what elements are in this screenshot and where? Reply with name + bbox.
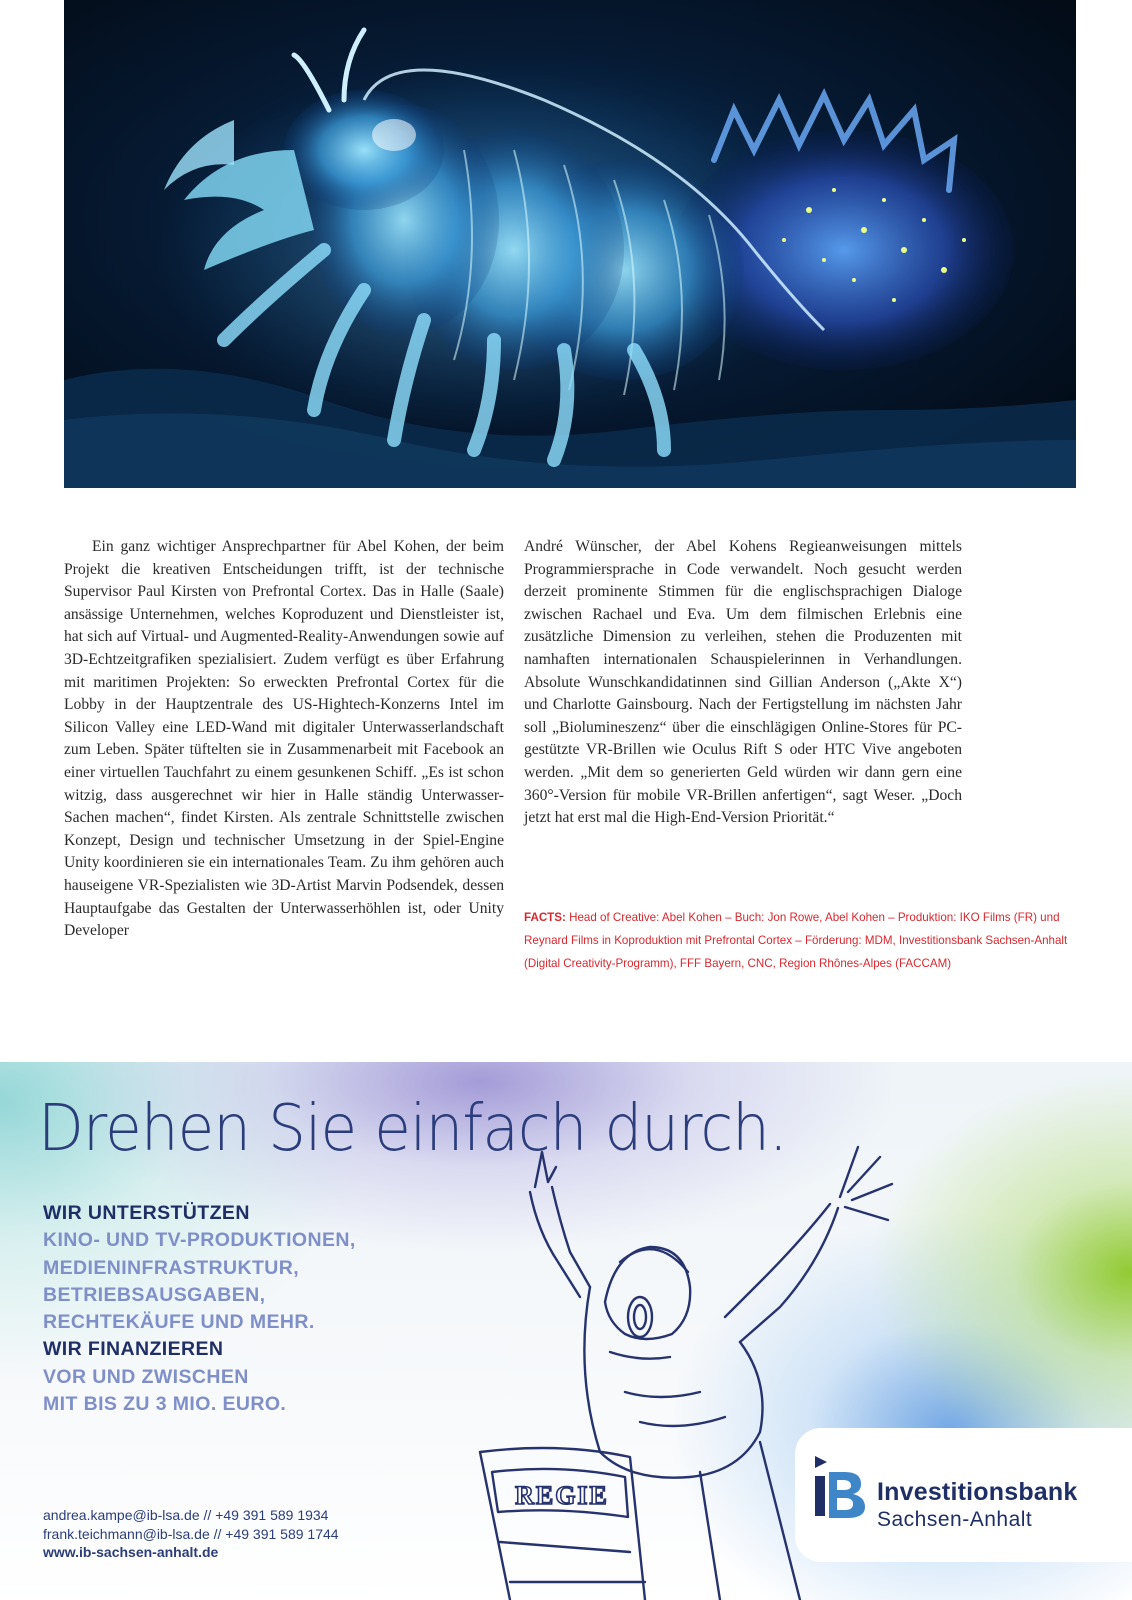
ad-headline: Drehen Sie einfach durch. (38, 1092, 787, 1166)
contact-block (43, 1506, 339, 1562)
article-paragraph: Ein ganz wichtiger Ansprechpartner für Abel Kohen, der beim Projekt die kreativen Entscheidungen trifft, ist der technische Supervisor Paul Kirsten von Prefrontal Cortex. Das in Halle (Saale) ansässige Unternehmen, welches Koproduzent und Dienstleister ist, hat sich auf Virtual- und Augmented-Reality-Anwendungen sowie auf 3D-Echtzeitgrafiken spezialisiert. Zudem verfügt es über Erfahrung mit maritimen Projekten: So erweckten Prefrontal Cortex für die Lobby in der Hauptzentrale des US-Hightech-Konzerns Intel im Silicon Valley eine LED-Wand mit digitaler Unterwasserlandschaft zum Leben. Später tüftelten sie in Zusammenarbeit mit Facebook an einer virtuellen Tauchfahrt zu einem gesunkenen Schiff. „Es ist schon witzig, dass ausgerechnet wir hier in Halle ständig Unterwasser-Sachen machen“, findet Kirsten. Als zentrale Schnittstelle zwischen Konzept, Design und technischer Umsetzung in der Spiel-Engine Unity koordinieren sie ein internationales Team. Zu ihm gehören auch hauseigene VR-Spezialisten wie 3D-Artist Marvin Podsendek, dessen Hauptaufgabe das Gestalten der Unterwasserhöhlen ist, oder Unity Developer (64, 538, 504, 940)
article-column-left (64, 536, 504, 943)
logo-text-primary: Investitionsbank (877, 1478, 1078, 1506)
article-column-right (524, 536, 962, 830)
logo-text-secondary: Sachsen-Anhalt (877, 1508, 1033, 1531)
crustacean-illustration (64, 0, 1076, 488)
ad-line: KINO- UND TV-PRODUKTIONEN, (43, 1229, 356, 1252)
ad-line: BETRIEBSAUSGABEN, (43, 1283, 266, 1306)
article-paragraph: André Wünscher, der Abel Kohens Regieanweisungen mittels Programmiersprache in Code verwandelt. Noch gesucht werden derzeit prominente Stimmen für die englischsprachigen Dialoge zwischen Rachael und Eva. Um dem filmischen Erlebnis eine zusätzliche Dimension zu verleihen, stehen die Produzenten mit namhaften internationalen Schauspielerinnen in Verhandlungen. Absolute Wunschkandidatinnen sind Gillian Anderson („Akte X“) und Charlotte Gainsbourg. Nach der Fertigstellung im nächsten Jahr soll „Biolumineszenz“ über die einschlägigen Online-Stores für PC-gestützte VR-Brillen wie Oculus Rift S oder HTC Vive angeboten werden. „Mit dem so generierten Geld würden wir dann gern eine 360°-Version für mobile VR-Brillen anfertigen“, sagt Weser. „Doch jetzt hat erst mal die High-End-Version Priorität.“ (524, 538, 962, 827)
advertisement (0, 1062, 1132, 1600)
ad-line: WIR UNTERSTÜTZEN (43, 1202, 250, 1224)
ad-line: RECHTEKÄUFE UND MEHR. (43, 1311, 315, 1334)
ad-line: MIT BIS ZU 3 MIO. EURO. (43, 1393, 287, 1416)
contact-line[interactable]: frank.teichmann@ib-lsa.de // +49 391 589 1744 (43, 1525, 339, 1542)
facts-box (524, 906, 1084, 975)
ad-line: WIR FINANZIEREN (43, 1338, 224, 1361)
hero-image (64, 0, 1076, 488)
logo-card (795, 1428, 1132, 1562)
ad-line: MEDIENINFRASTRUKTUR, (43, 1256, 300, 1279)
contact-line[interactable]: andrea.kampe@ib-lsa.de // +49 391 589 1934 (43, 1507, 329, 1523)
website-link[interactable]: www.ib-sachsen-anhalt.de (43, 1544, 219, 1560)
ib-logo-icon (813, 1452, 869, 1522)
facts-label: FACTS: (524, 911, 566, 924)
ad-offer-list (43, 1200, 356, 1418)
facts-text: Head of Creative: Abel Kohen – Buch: Jon Rowe, Abel Kohen – Produktion: IKO Films (FR) und Reynard Films in Koproduktion mit Prefrontal Cortex – Förderung: MDM, Investitionsbank Sachsen-Anhalt (Digital Creativity-Programm), FFF Bayern, CNC, Region Rhônes-Alpes (FACCAM) (524, 911, 1068, 970)
ad-line: VOR UND ZWISCHEN (43, 1365, 249, 1388)
chair-label: REGIE (515, 1481, 609, 1510)
